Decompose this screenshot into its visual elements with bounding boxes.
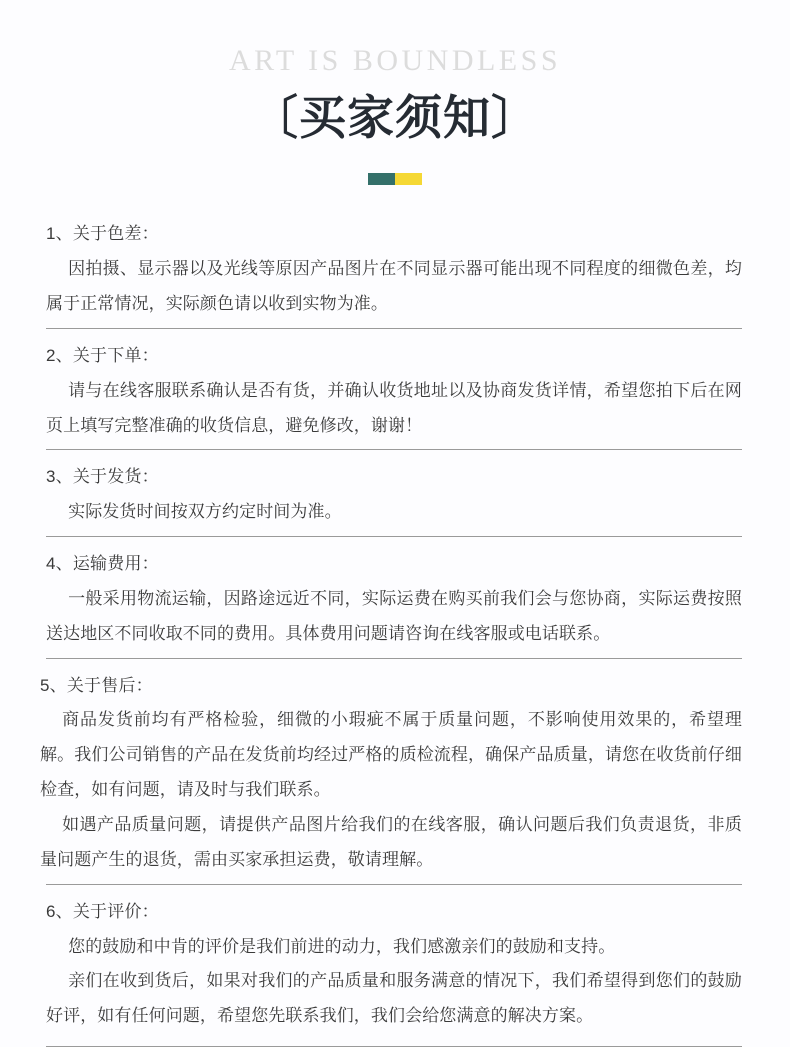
section-paragraph: 因拍摄、显示器以及光线等原因产品图片在不同显示器可能出现不同程度的细微色差，均属于正常情况，实际颜色请以收到实物为准。 [46, 259, 742, 314]
section-heading: 1、关于色差： [46, 224, 159, 244]
page-header [0, 0, 790, 185]
accent-divider [368, 173, 422, 185]
notice-section [46, 328, 742, 450]
notice-sections [0, 217, 790, 1040]
notice-section [46, 217, 742, 328]
title-text: 买家须知 [299, 91, 491, 146]
section-paragraph: 如遇产品质量问题，请提供产品图片给我们的在线客服，确认问题后我们负责退货，非质量问题产生的退货，需由买家承担运费，敬请理解。 [40, 814, 742, 869]
title-close-bracket-icon: 〕 [491, 91, 539, 146]
section-paragraph: 实际发货时间按双方约定时间为准。 [68, 502, 342, 522]
section-heading: 3、关于发货： [46, 467, 159, 487]
section-heading: 6、关于评价： [46, 901, 159, 921]
section-paragraph: 商品发货前均有严格检验，细微的小瑕疵不属于质量问题，不影响使用效果的，希望理解。我们公司销售的产品在发货前均经过严格的质检流程，确保产品质量，请您在收货前仔细检查，如有问题，请及时与我们联系。 [40, 710, 742, 800]
section-paragraph: 请与在线客服联系确认是否有货，并确认收货地址以及协商发货详情，希望您拍下后在网页上填写完整准确的收货信息，避免修改，谢谢！ [46, 380, 742, 435]
section-heading: 2、关于下单： [46, 345, 159, 365]
accent-divider-right [395, 173, 422, 185]
section-paragraph: 您的鼓励和中肯的评价是我们前进的动力，我们感激亲们的鼓励和支持。 [68, 936, 616, 956]
accent-divider-left [368, 173, 395, 185]
section-paragraph: 亲们在收到货后，如果对我们的产品质量和服务满意的情况下，我们希望得到您们的鼓励好评，如有任何问题，希望您先联系我们，我们会给您满意的解决方案。 [46, 971, 742, 1026]
section-paragraph: 一般采用物流运输，因路途远近不同，实际运费在购买前我们会与您协商，实际运费按照送达地区不同收取不同的费用。具体费用问题请咨询在线客服或电话联系。 [46, 588, 742, 643]
section-heading: 4、运输费用： [46, 554, 159, 574]
notice-section [40, 658, 742, 884]
header-eyebrow: ART IS BOUNDLESS [228, 44, 562, 77]
section-heading: 5、关于售后： [40, 675, 153, 695]
title-open-bracket-icon: 〔 [251, 91, 299, 146]
notice-section [46, 884, 742, 1040]
page-title [0, 90, 790, 147]
notice-section [46, 536, 742, 658]
notice-section [46, 449, 742, 536]
